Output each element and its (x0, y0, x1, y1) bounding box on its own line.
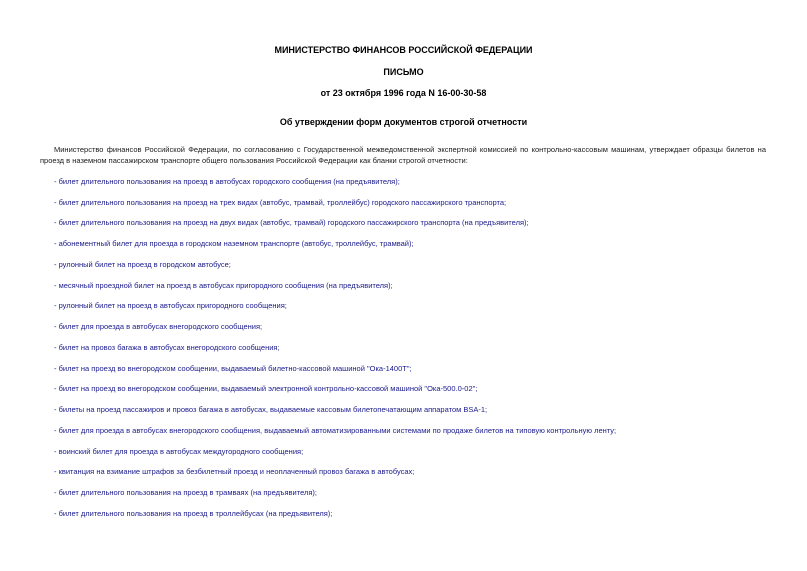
list-item: - рулонный билет на проезд в городском автобусе; (54, 260, 231, 269)
list-item: - билеты на проезд пассажиров и провоз багажа в автобусах, выдаваемые кассовым билетопечатающим аппаратом BSA-1; (54, 405, 488, 414)
list-item: - билет длительного пользования на проезд в автобусах городского сообщения (на предъявителя); (54, 177, 400, 186)
list-item: - билет на проезд во внегородском сообщении, выдаваемый билетно-кассовой машиной "Ока-1400Т"; (54, 364, 412, 373)
list-item: - билет длительного пользования на проезд в троллейбусах (на предъявителя); (54, 509, 333, 518)
list-item: - абонементный билет для проезда в городском наземном транспорте (автобус, троллейбус, трамвай); (54, 239, 414, 248)
document-subject: Об утверждении форм документов строгой отчетности (279, 117, 528, 127)
list-item: - месячный проездной билет на проезд в автобусах пригородного сообщения (на предъявителя); (54, 281, 393, 290)
list-item: - квитанция на взимание штрафов за безбилетный проезд и неоплаченный провоз багажа в автобусах; (54, 467, 415, 476)
list-item: - воинский билет для проезда в автобусах междугородного сообщения; (54, 447, 304, 456)
document-type-heading: ПИСЬМО (383, 67, 424, 77)
ministry-heading: МИНИСТЕРСТВО ФИНАНСОВ РОССИЙСКОЙ ФЕДЕРАЦИИ (274, 45, 533, 55)
list-item: - билет для проезда в автобусах внегородского сообщения, выдаваемый автоматизированными системами по продаже билетов на типовую контрольную ленту; (54, 426, 617, 435)
list-item: - билет длительного пользования на проезд на трех видах (автобус, трамвай, троллейбус) городского пассажирского транспорта; (54, 198, 507, 207)
list-item: - билет на проезд во внегородском сообщении, выдаваемый электронной контрольно-кассовой машиной "Ока-500.0-02"; (54, 384, 478, 393)
list-item: - рулонный билет на проезд в автобусах пригородного сообщения; (54, 301, 287, 310)
list-item: - билет длительного пользования на проезд в трамваях (на предъявителя); (54, 488, 318, 497)
list-item: - билет для проезда в автобусах внегородского сообщения; (54, 322, 263, 331)
list-item: - билет на провоз багажа в автобусах внегородского сообщения; (54, 343, 280, 352)
intro-paragraph: Министерство финансов Российской Федерации, по согласованию с Государственной межведомственной экспертной комиссией по контрольно-кассовым машинам, утверждает образцы билетов на проезд в наземном пассажирском транспорте общего пользования Российской Федерации как бланки строгой отчетности: (40, 145, 766, 165)
document-date-number: от 23 октября 1996 года N 16-00-30-58 (320, 88, 487, 98)
list-item: - билет длительного пользования на проезд на двух видах (автобус, трамвай) городского пассажирского транспорта (на предъявителя); (54, 218, 529, 227)
